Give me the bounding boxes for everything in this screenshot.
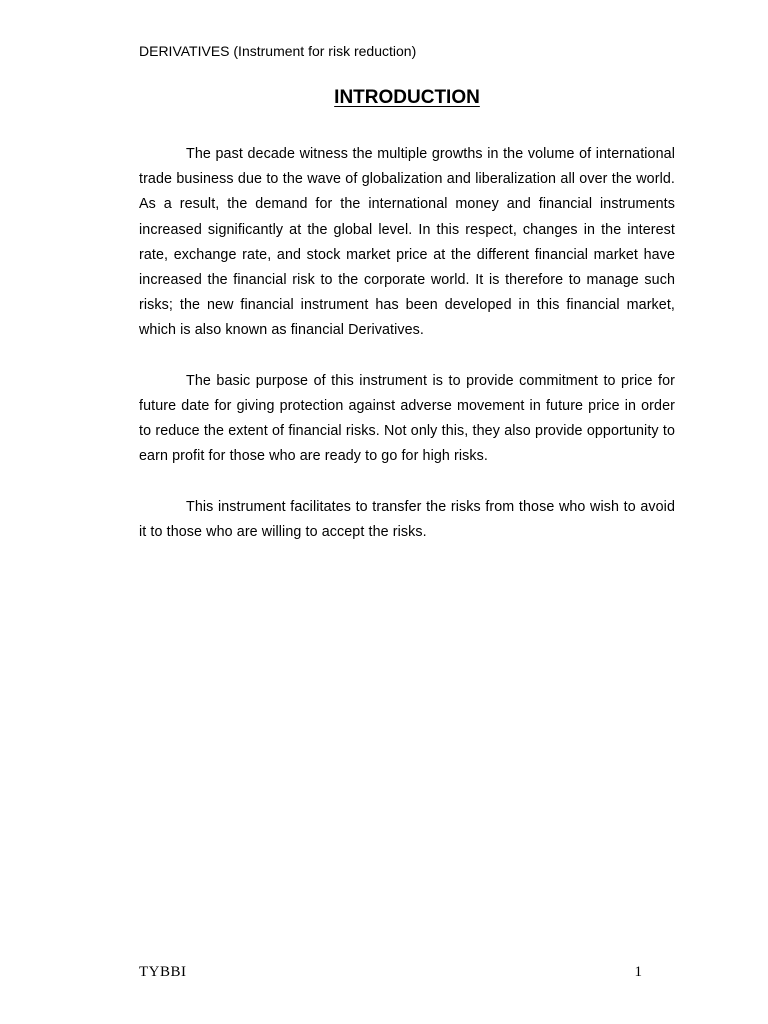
page-title: INTRODUCTION [334,87,480,108]
running-header: DERIVATIVES (Instrument for risk reduction) [139,43,417,59]
page-number: 1 [634,964,642,980]
paragraph-risk-transfer: This instrument facilitates to transfer the risks from those who wish to avoid it to those who are willing to accept the risks. [139,498,675,541]
body-text [139,142,675,545]
paragraph-purpose: The basic purpose of this instrument is to provide commitment to price for future date for giving protection against adverse movement in future price in order to reduce the extent of financial risks. Not only this, they also provide opportunity to earn profit for those who are ready to go for high risks. [139,372,675,465]
paragraph-intro: The past decade witness the multiple growths in the volume of international trade business due to the wave of globalization and liberalization all over the world. As a result, the demand for the international money and financial instruments increased significantly at the global level. In this respect, changes in the interest rate, exchange rate, and stock market price at the different financial market have increased the financial risk to the corporate world. It is therefore to manage such risks; the new financial instrument has been developed in this financial market, which is also known as financial Derivatives. [139,146,675,339]
footer-label: TYBBI [139,964,187,980]
